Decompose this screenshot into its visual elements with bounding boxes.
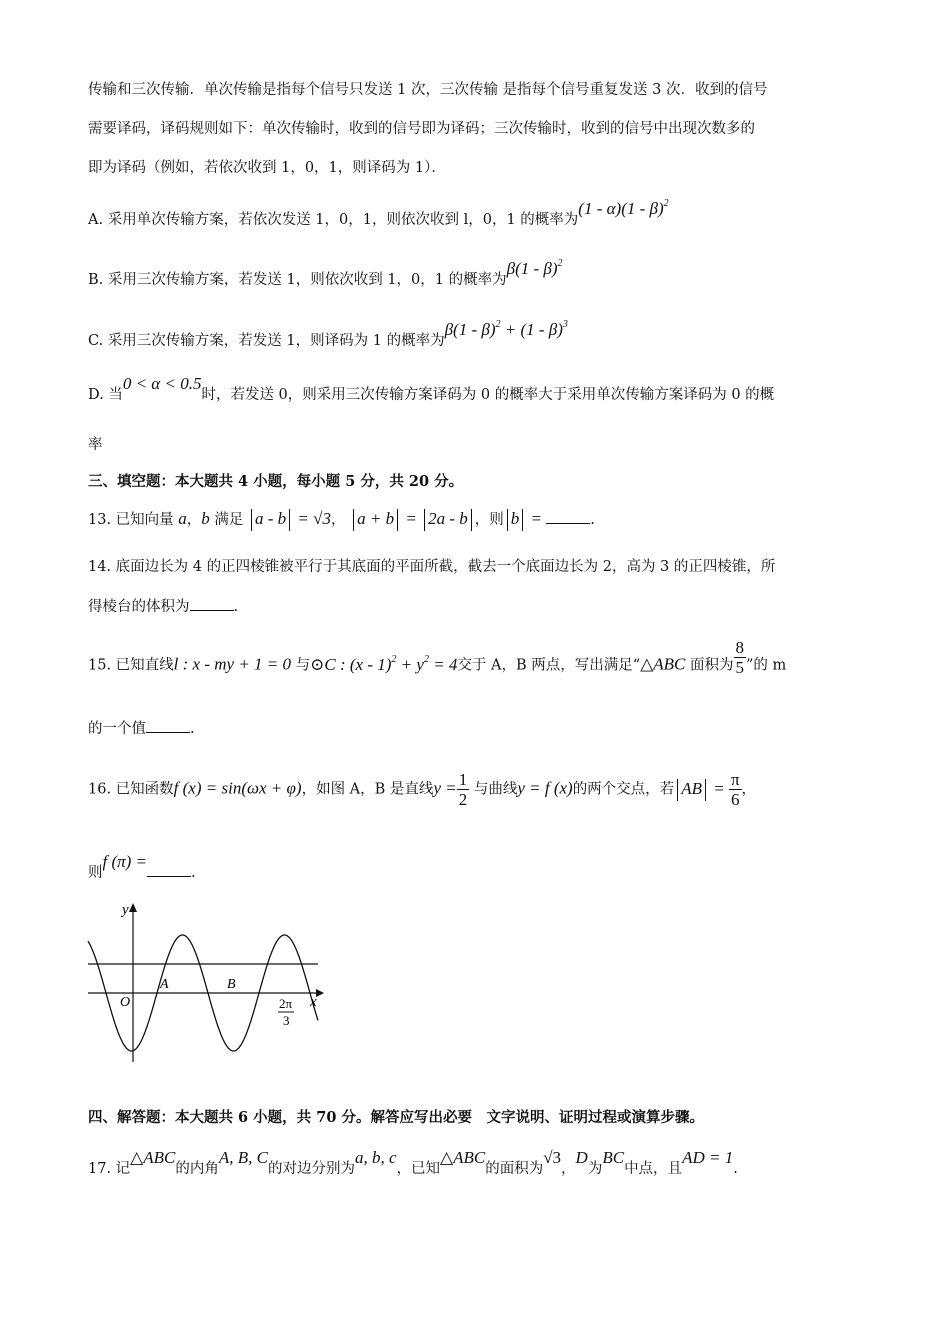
y-axis-arrow xyxy=(129,903,137,912)
section-3-heading: 三、填空题：本大题共 4 小题，每小题 5 分，共 20 分。 xyxy=(88,473,464,490)
option-d-text: 时，若发送 0，则采用三次传输方案译码为 0 的概率大于采用单次传输方案译码为 0 的概 xyxy=(201,387,775,403)
point-b-label: B xyxy=(227,977,236,992)
q16-then: 则 xyxy=(88,865,103,881)
vector-b: b xyxy=(201,509,210,528)
q17-area-text: 的面积为 xyxy=(485,1161,544,1177)
intro-line-2: 需要译码，译码规则如下：单次传输时，收到的信号即为译码；三次传输时，收到的信号中出现次数多的 xyxy=(88,121,755,137)
q13-eq1: a - b = √3 xyxy=(248,509,331,528)
q17-comma: ， xyxy=(561,1161,576,1177)
q17-angles-text: 的内角 xyxy=(175,1161,219,1177)
option-c-formula: β(1 - β)$^2$ + (1 - β)$^3$ xyxy=(444,319,568,339)
x-label: x xyxy=(310,994,317,1010)
line-equation: l : x - my + 1 = 0 xyxy=(173,654,292,674)
option-b xyxy=(88,258,563,290)
option-a-formula: (1 - α)(1 - β)$^2$ xyxy=(578,198,669,218)
q17-is: 为 xyxy=(587,1161,603,1177)
option-c-text: C. 采用三次传输方案，若发送 1，则译码为 1 的概率为 xyxy=(88,333,445,349)
q13-condition: 满足 xyxy=(209,512,244,528)
f-pi: f (π) = xyxy=(102,852,148,871)
q17-midpoint: 中点，且 xyxy=(624,1161,683,1177)
q16-intersections: 的两个交点，若 xyxy=(572,781,675,798)
q13-eq2: a + b = 2a - b xyxy=(350,509,475,528)
option-b-text: B. 采用三次传输方案，若发送 1，则依次收到 1，0，1 的概率为 xyxy=(88,272,507,288)
triangle-abc-2: △ABC xyxy=(440,1148,486,1167)
q15-period: . xyxy=(190,721,195,737)
question-14-line-2 xyxy=(88,596,238,617)
q16-label: 16. 已知函数 xyxy=(88,781,174,798)
y-equals: y = xyxy=(433,778,457,798)
vector-a: a xyxy=(178,509,187,528)
ad-equals: AD = 1 xyxy=(682,1148,734,1167)
q13-then: ，则 xyxy=(474,512,504,528)
option-d-formula: 0 < α < 0.5 xyxy=(122,374,202,393)
triangle-abc: △ABC xyxy=(130,1148,176,1167)
triangle-abc: △ABC xyxy=(640,654,686,674)
q15-m: ”的 m xyxy=(746,657,787,674)
fraction-pi-6: $\frac{\pi}{6}$ xyxy=(730,770,740,809)
q15-value-text: 的一个值 xyxy=(88,721,146,737)
question-13: 13. 已知向量 a，b 满足 a - b = √3， a + b = 2a - b ，则 b = . xyxy=(88,509,595,531)
q16-comma: ， xyxy=(741,781,757,798)
function-def: f (x) = sin(ωx + φ) xyxy=(173,778,302,798)
tick-denominator: 3 xyxy=(283,1013,290,1028)
x-axis-arrow xyxy=(316,989,324,997)
answer-blank xyxy=(546,509,590,524)
fraction-8-5: $\frac{8}{5}$ xyxy=(735,638,744,677)
sides-abc: a, b, c xyxy=(354,1148,397,1167)
answer-blank xyxy=(190,596,234,611)
intro-line-3: 即为译码（例如，若依次收到 1，0，1，则译码为 1）． xyxy=(88,160,446,176)
ab-length: AB = xyxy=(674,779,729,798)
sine-graph xyxy=(86,900,326,1070)
option-a-text: A. 采用单次传输方案，若依次发送 1，0，1，则依次收到 l，0，1 的概率为 xyxy=(88,212,579,228)
circle-equation: ⊙C : $(x - 1)^2 + y^2 = 4$ xyxy=(310,653,458,674)
q13-separator: ， xyxy=(186,512,202,528)
q14-period: . xyxy=(233,599,239,615)
q15-text: 交于 A，B 两点，写出满足“ xyxy=(457,657,641,674)
option-a xyxy=(88,198,669,230)
point-d: D xyxy=(575,1148,588,1167)
question-17 xyxy=(88,1148,738,1179)
answer-blank xyxy=(146,718,190,733)
question-16 xyxy=(88,770,756,809)
question-15 xyxy=(88,638,787,685)
q14-text: 得棱台的体积为 xyxy=(88,599,190,615)
answer-blank xyxy=(147,862,191,877)
option-d-continued: 率 xyxy=(88,437,103,453)
question-14-line-1: 14. 底面边长为 4 的正四棱锥被平行于其底面的平面所截，截去一个底面边长为 2，高为 3 的正四棱锥，所 xyxy=(88,559,776,575)
tick-numerator: 2π xyxy=(279,996,293,1011)
q15-with: 与 xyxy=(291,657,311,674)
q15-label: 15. 已知直线 xyxy=(88,657,174,674)
q16-curve-text: 与曲线 xyxy=(469,781,518,798)
option-b-formula: β(1 - β)$^2$ xyxy=(506,258,563,278)
section-4-heading: 四、解答题：本大题共 6 小题，共 70 分。解答应写出必要 文字说明、证明过程或演算步骤。 xyxy=(88,1109,704,1126)
intro-line-1: 传输和三次传输．单次传输是指每个信号只发送 1 次，三次传输 是指每个信号重复发送 3 次．收到的信号 xyxy=(88,82,768,98)
question-16-line-2 xyxy=(88,852,196,883)
q17-sides-text: 的对边分别为 xyxy=(267,1161,355,1177)
q13-label: 13. 已知向量 xyxy=(88,512,174,528)
q17-label: 17. 记 xyxy=(88,1161,131,1177)
origin-label: O xyxy=(120,995,131,1010)
option-c xyxy=(88,319,568,351)
point-a-label: A xyxy=(160,977,169,992)
q13-answer-expr: b = xyxy=(504,509,546,528)
segment-bc: BC xyxy=(602,1148,625,1167)
option-d xyxy=(88,374,775,405)
q15-area-text: 面积为 xyxy=(685,657,734,674)
q16-text: ，如图 A，B 是直线 xyxy=(301,781,434,798)
area-value: √3 xyxy=(543,1148,562,1167)
q13-period: . xyxy=(590,512,595,528)
q16-period: . xyxy=(191,865,196,881)
q17-given: ，已知 xyxy=(396,1161,441,1177)
y-label: y xyxy=(122,902,129,918)
angles-abc: A, B, C xyxy=(218,1148,268,1167)
q17-period: . xyxy=(733,1161,738,1177)
fraction-1-2: $\frac{1}{2}$ xyxy=(458,770,468,809)
option-d-prefix: D. 当 xyxy=(88,387,123,403)
curve-equation: y = f (x) xyxy=(517,778,573,798)
question-15-line-2 xyxy=(88,718,195,739)
